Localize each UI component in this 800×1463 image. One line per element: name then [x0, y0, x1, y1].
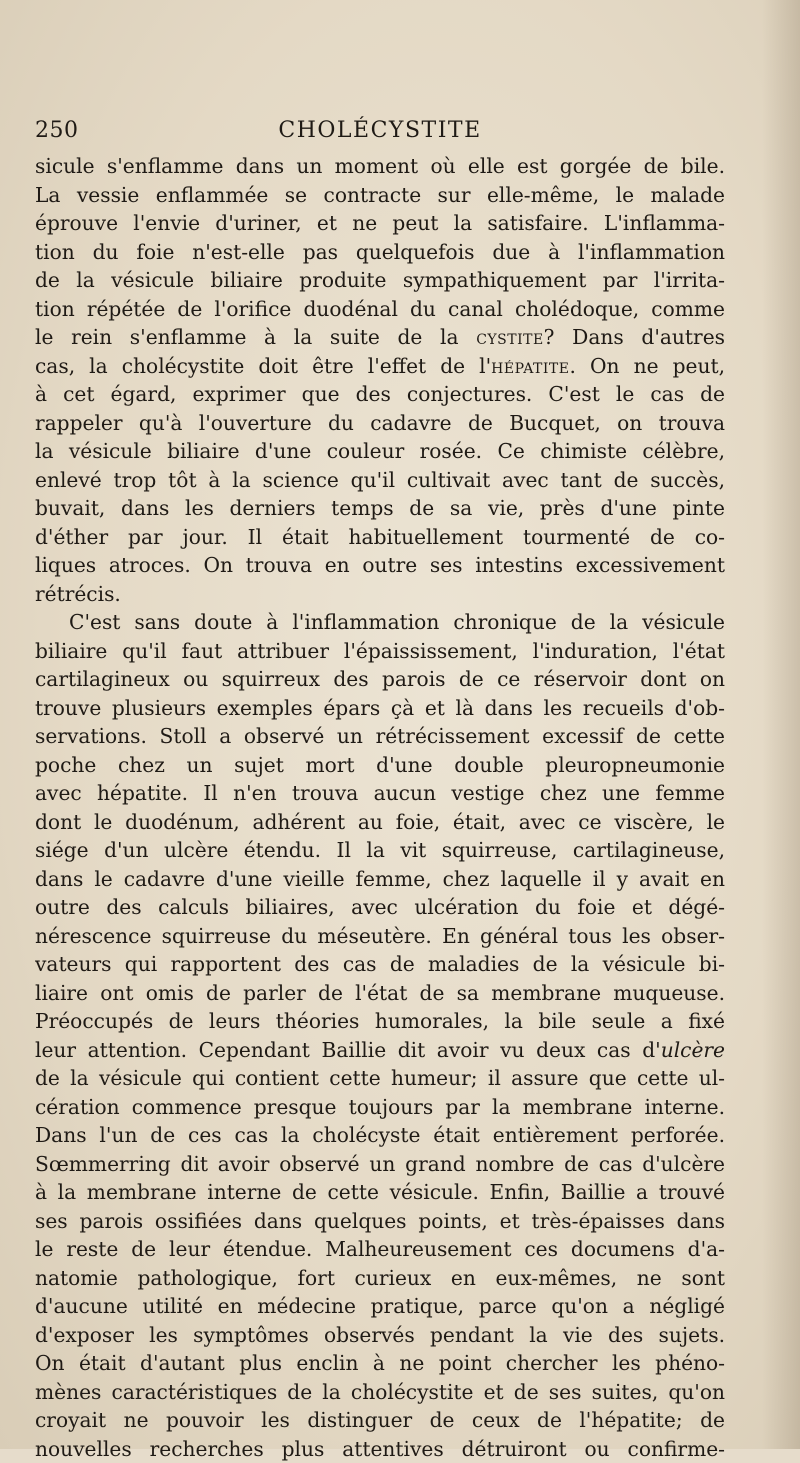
text-line: leur attention. Cependant Baillie dit avoir vu deux cas d'ulcère [35, 1036, 725, 1065]
text-line: le reste de leur étendue. Malheureusement ces documens d'a- [35, 1235, 725, 1264]
text-line: tion du foie n'est-elle pas quelquefois due à l'inflammation [35, 238, 725, 267]
text-line: tion répétée de l'orifice duodénal du canal cholédoque, comme [35, 295, 725, 324]
text-line: ses parois ossifiées dans quelques points, et très-épaisses dans [35, 1207, 725, 1236]
text-line: rappeler qu'à l'ouverture du cadavre de Bucquet, on trouva [35, 409, 725, 438]
text-line: Sœmmerring dit avoir observé un grand nombre de cas d'ulcère [35, 1150, 725, 1179]
page-header [35, 118, 725, 152]
text-line: croyait ne pouvoir les distinguer de ceux de l'hépatite; de [35, 1406, 725, 1435]
text-line: de la vésicule biliaire produite sympathiquement par l'irrita- [35, 266, 725, 295]
text-line: Dans l'un de ces cas la cholécyste était entièrement perforée. [35, 1121, 725, 1150]
text-line: natomie pathologique, fort curieux en eux-mêmes, ne sont [35, 1264, 725, 1293]
body-text [35, 152, 725, 1463]
page-edge-shadow [762, 0, 800, 1449]
text-line: cas, la cholécystite doit être l'effet de l'hépatite. On ne peut, [35, 352, 725, 381]
italic-term: ulcère [661, 1038, 725, 1062]
text-line: On était d'autant plus enclin à ne point chercher les phéno- [35, 1349, 725, 1378]
paragraph-end-line: rétrécis. [35, 580, 725, 609]
text-line: éprouve l'envie d'uriner, et ne peut la satisfaire. L'inflamma- [35, 209, 725, 238]
text-line: d'éther par jour. Il était habituellement tourmenté de co- [35, 523, 725, 552]
text-line: servations. Stoll a observé un rétrécissement excessif de cette [35, 722, 725, 751]
text-line: dans le cadavre d'une vieille femme, chez laquelle il y avait en [35, 865, 725, 894]
text-line: enlevé trop tôt à la science qu'il cultivait avec tant de succès, [35, 466, 725, 495]
text-line: à cet égard, exprimer que des conjectures. C'est le cas de [35, 380, 725, 409]
text-line: La vessie enflammée se contracte sur elle-même, le malade [35, 181, 725, 210]
text-line: cération commence presque toujours par la membrane interne. [35, 1093, 725, 1122]
text-line: buvait, dans les derniers temps de sa vie, près d'une pinte [35, 494, 725, 523]
text-line: à la membrane interne de cette vésicule. Enfin, Baillie a trouvé [35, 1178, 725, 1207]
paragraph-start-line: C'est sans doute à l'inflammation chronique de la vésicule [35, 608, 725, 637]
text-line: outre des calculs biliaires, avec ulcération du foie et dégé- [35, 893, 725, 922]
text-line: sicule s'enflamme dans un moment où elle est gorgée de bile. [35, 152, 725, 181]
text-line: poche chez un sujet mort d'une double pleuropneumonie [35, 751, 725, 780]
page-number: 250 [35, 118, 79, 143]
text-line: avec hépatite. Il n'en trouva aucun vestige chez une femme [35, 779, 725, 808]
text-line: nouvelles recherches plus attentives détruiront ou confirme- [35, 1435, 725, 1463]
text-line: liques atroces. On trouva en outre ses intestins excessivement [35, 551, 725, 580]
text-line: trouve plusieurs exemples épars çà et là dans les recueils d'ob- [35, 694, 725, 723]
text-line: la vésicule biliaire d'une couleur rosée. Ce chimiste célèbre, [35, 437, 725, 466]
text-line: dont le duodénum, adhérent au foie, était, avec ce viscère, le [35, 808, 725, 837]
text-line: d'exposer les symptômes observés pendant la vie des sujets. [35, 1321, 725, 1350]
text-line: vateurs qui rapportent des cas de maladies de la vésicule bi- [35, 950, 725, 979]
text-line: liaire ont omis de parler de l'état de sa membrane muqueuse. [35, 979, 725, 1008]
text-line: biliaire qu'il faut attribuer l'épaississement, l'induration, l'état [35, 637, 725, 666]
text-line: nérescence squirreuse du méseutère. En général tous les obser- [35, 922, 725, 951]
text-line: de la vésicule qui contient cette humeur; il assure que cette ul- [35, 1064, 725, 1093]
text-line: Préoccupés de leurs théories humorales, la bile seule a fixé [35, 1007, 725, 1036]
small-caps-term: cystite [476, 325, 543, 349]
small-caps-term: hépatite [491, 354, 569, 378]
text-line: mènes caractéristiques de la cholécystite et de ses suites, qu'on [35, 1378, 725, 1407]
text-line: le rein s'enflamme à la suite de la cystite? Dans d'autres [35, 323, 725, 352]
text-line: cartilagineux ou squirreux des parois de ce réservoir dont on [35, 665, 725, 694]
running-title: CHOLÉCYSTITE [35, 118, 725, 143]
text-line: siége d'un ulcère étendu. Il la vit squirreuse, cartilagineuse, [35, 836, 725, 865]
text-line: d'aucune utilité en médecine pratique, parce qu'on a négligé [35, 1292, 725, 1321]
